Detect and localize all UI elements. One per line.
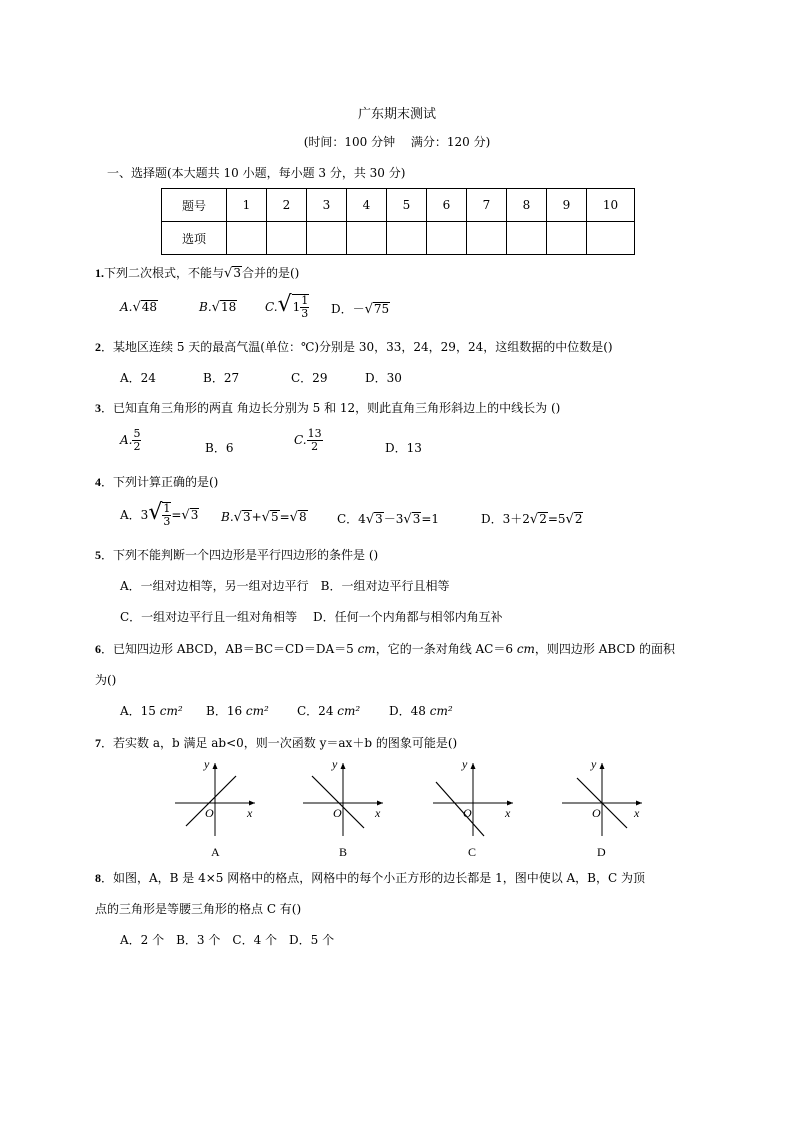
q2-option-b: B．27 (203, 371, 240, 385)
q4-option-b: B.√3+√5=√8 (221, 510, 307, 525)
table-number-cell: 5 (387, 189, 427, 222)
radicand: 3 (233, 266, 241, 280)
graph-d-caption: D (597, 845, 606, 859)
question-stem: ．如图，A，B 是 4×5 网格中的格点，网格中的每个小正方形的边长都是 1，图中使以 A，B，C 为顶 (101, 871, 645, 885)
exam-subtitle: (时间：100 分钟 满分：120 分) (303, 135, 491, 149)
graph-b-y-label: y (332, 757, 338, 771)
graph-b-origin-label: O (333, 806, 342, 820)
graph-b-caption: B (339, 845, 348, 859)
section-heading: 一、选择题(本大题共 10 小题，每小题 3 分，共 30 分) (107, 166, 406, 180)
answer-cell[interactable] (267, 222, 307, 255)
answer-cell[interactable] (387, 222, 427, 255)
question-4 (95, 473, 218, 490)
table-answer-label: 选项 (162, 222, 227, 255)
graph-c-y-label: y (462, 757, 468, 771)
table-number-cell: 1 (227, 189, 267, 222)
question-8 (95, 869, 645, 886)
answer-cell[interactable] (587, 222, 635, 255)
graph-c-caption: C (468, 845, 477, 859)
question-number: 6 (95, 642, 101, 656)
q2-option-d: D．30 (365, 371, 402, 385)
q4-option-d: D．3＋2√2=5√2 (481, 512, 583, 527)
question-number: 5 (95, 548, 101, 562)
q4-option-c: C．4√3－3√3=1 (337, 512, 440, 527)
q8-options: A．2 个 B．3 个 C．4 个 D．5 个 (120, 933, 335, 947)
table-number-cell: 10 (587, 189, 635, 222)
exam-title: 广东期末测试 (357, 107, 436, 122)
q2-option-c: C．29 (291, 371, 328, 385)
table-number-cell: 7 (467, 189, 507, 222)
question-6-continued: 为() (95, 673, 117, 687)
table-number-cell: 8 (507, 189, 547, 222)
answer-cell[interactable] (227, 222, 267, 255)
graph-c (428, 758, 518, 838)
question-number: 1. (95, 266, 104, 280)
table-number-cell: 3 (307, 189, 347, 222)
answer-cell[interactable] (507, 222, 547, 255)
graph-c-origin-label: O (463, 806, 472, 820)
q6-option-d: D．48 cm² (389, 704, 453, 718)
q5-options-line-1: A．一组对边相等，另一组对边平行 B．一组对边平行且相等 (120, 579, 450, 593)
question-8-continued: 点的三角形是等腰三角形的格点 C 有() (95, 902, 302, 916)
question-stem: 下列二次根式，不能与 (104, 266, 225, 280)
question-number: 3 (95, 401, 101, 415)
question-stem: ．已知直角三角形的两直 角边长分别为 5 和 12，则此直角三角形斜边上的中线长为 () (101, 401, 561, 415)
table-header-label: 题号 (162, 189, 227, 222)
q3-option-d: D．13 (385, 441, 422, 455)
q1-option-a: A.√48 (120, 300, 158, 315)
q3-option-b: B．6 (205, 441, 234, 455)
question-stem: ．下列不能判断一个四边形是平行四边形的条件是 () (101, 548, 379, 562)
answer-cell[interactable] (427, 222, 467, 255)
graph-a-origin-label: O (205, 806, 214, 820)
answer-table-header-row (162, 189, 635, 222)
question-stem: ．某地区连续 5 天的最高气温(单位：℃)分别是 30，33，24，29，24，这组数据的中位数是() (101, 340, 613, 354)
q3-option-c: C. $\frac{13}{2}$ (294, 427, 322, 453)
graph-d-y-label: y (591, 757, 597, 771)
q1-option-c: C.√1 $\frac{1}{3}$ (265, 292, 309, 320)
answer-cell[interactable] (307, 222, 347, 255)
question-stem: 合并的是() (241, 266, 300, 280)
q4-option-a: A．3√ $\frac{1}{3}$ =√3 (120, 500, 199, 528)
table-number-cell: 6 (427, 189, 467, 222)
answer-cell[interactable] (347, 222, 387, 255)
q6-option-a: A．15 cm² (120, 704, 183, 718)
graph-b-x-label: x (375, 806, 381, 820)
answer-table-answer-row (162, 222, 635, 255)
table-number-cell: 4 (347, 189, 387, 222)
question-number: 8 (95, 871, 101, 885)
question-5 (95, 546, 378, 563)
question-2 (95, 338, 613, 355)
question-stem: ．若实数 a，b 满足 ab<0，则一次函数 y＝ax＋b 的图象可能是() (101, 736, 458, 750)
graph-a (170, 758, 260, 838)
answer-cell[interactable] (467, 222, 507, 255)
graph-a-x-label: x (247, 806, 253, 820)
question-stem: ．下列计算正确的是() (101, 475, 219, 489)
question-7 (95, 734, 457, 751)
q5-options-line-2: C．一组对边平行且一组对角相等 D．任何一个内角都与相邻内角互补 (120, 610, 503, 624)
answer-cell[interactable] (547, 222, 587, 255)
question-number: 4 (95, 475, 101, 489)
question-6: 6．已知四边形 ABCD，AB＝BC＝CD＝DA＝5 cm，它的一条对角线 AC＝6 cm，则四边形 ABCD 的面积 (95, 642, 676, 656)
graph-d-x-label: x (634, 806, 640, 820)
graph-c-x-label: x (505, 806, 511, 820)
q2-option-a: A．24 (120, 371, 156, 385)
question-number: 2 (95, 340, 101, 354)
question-number: 7 (95, 736, 101, 750)
q6-option-b: B．16 cm² (206, 704, 269, 718)
q1-option-d: D．－√75 (331, 302, 390, 317)
q6-option-c: C．24 cm² (297, 704, 361, 718)
graph-d (557, 758, 647, 838)
graph-d-origin-label: O (592, 806, 601, 820)
graph-b (298, 758, 388, 838)
q3-option-a: A. $\frac{5}{2}$ (120, 427, 141, 453)
table-number-cell: 9 (547, 189, 587, 222)
table-number-cell: 2 (267, 189, 307, 222)
answer-table (161, 188, 635, 255)
graph-a-y-label: y (204, 757, 210, 771)
q1-option-b: B.√18 (199, 300, 237, 315)
question-3 (95, 399, 560, 416)
graph-a-caption: A (211, 845, 220, 859)
question-1: 1.下列二次根式，不能与√3合并的是() (95, 266, 300, 281)
